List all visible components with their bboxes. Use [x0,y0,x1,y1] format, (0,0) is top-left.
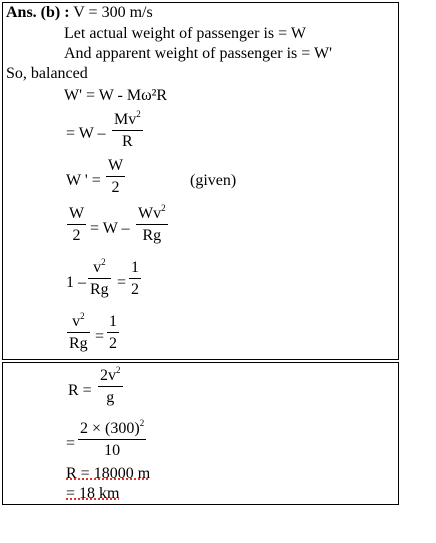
square-exponent: 2 [139,418,145,428]
equation-7-numerator: 2v [100,367,116,384]
equation-5-left-denominator: Rg [90,281,109,298]
given-velocity: V = 300 m/s [73,4,153,21]
square-exponent: 2 [161,203,166,213]
solution-box-bottom [2,362,399,505]
equation-5-left-fraction [88,257,111,298]
equation-5-right-numerator: 1 [131,259,139,276]
given-note: (given) [190,172,237,189]
square-exponent: 2 [80,311,85,321]
equation-8-denominator: 10 [104,442,121,459]
square-exponent: 2 [101,257,106,267]
equation-8-lhs: = [66,435,76,452]
actual-weight-line: Let actual weight of passenger is = W [64,25,306,42]
equation-2-fraction [112,109,143,150]
equation-4-left-fraction [67,206,86,244]
equation-6-left-fraction [67,311,90,352]
equation-3-fraction [106,158,125,196]
equation-5-equals: = [117,274,127,291]
equation-6-left-denominator: Rg [69,335,88,352]
equation-1: W' = W - Mω²R [64,87,168,104]
equation-5-right-denominator: 2 [131,281,139,298]
result-line-1 [66,466,150,482]
equation-4-right-denominator: Rg [142,227,162,244]
equation-3-denominator: 2 [111,179,120,196]
equation-6-equals: = [95,328,105,345]
equation-6-right-numerator: 1 [109,313,117,330]
equation-2-denominator: R [122,133,133,150]
equation-7-lhs: R = [68,382,92,399]
equation-5-right-fraction [129,260,141,298]
result-km: = 18 km [66,485,120,502]
result-radius: R = 18000 m [66,465,151,482]
equation-2-numerator: Mv [114,111,137,128]
equation-6-right-denominator: 2 [109,335,117,352]
equation-4-left-denominator: 2 [72,227,81,244]
equation-6-right-fraction [107,314,119,352]
equation-4-left-numerator: W [69,205,85,222]
equation-5-left-numerator: v [93,259,102,276]
equation-8-numerator: 2 × (300) [80,420,140,437]
balanced-line: So, balanced [6,65,88,82]
square-exponent: 2 [116,365,121,375]
equation-8-fraction [78,418,146,459]
equation-3-lhs: W ' = [66,172,101,189]
answer-line [6,5,153,21]
equation-7-denominator: g [106,389,115,406]
equation-5-lhs: 1 – [66,274,86,291]
equation-4-right-numerator: Wv [138,205,162,222]
result-line-2 [66,486,119,502]
equation-4-middle: = W – [90,220,130,237]
equation-6-left-numerator: v [72,313,81,330]
apparent-weight-line: And apparent weight of passenger is = W' [64,45,332,62]
equation-3-numerator: W [108,157,124,174]
answer-label: Ans. (b) : [6,4,70,21]
equation-7-fraction [98,365,123,406]
equation-2-lhs: = W – [66,125,106,142]
square-exponent: 2 [136,109,141,119]
equation-4-right-fraction [136,203,168,244]
